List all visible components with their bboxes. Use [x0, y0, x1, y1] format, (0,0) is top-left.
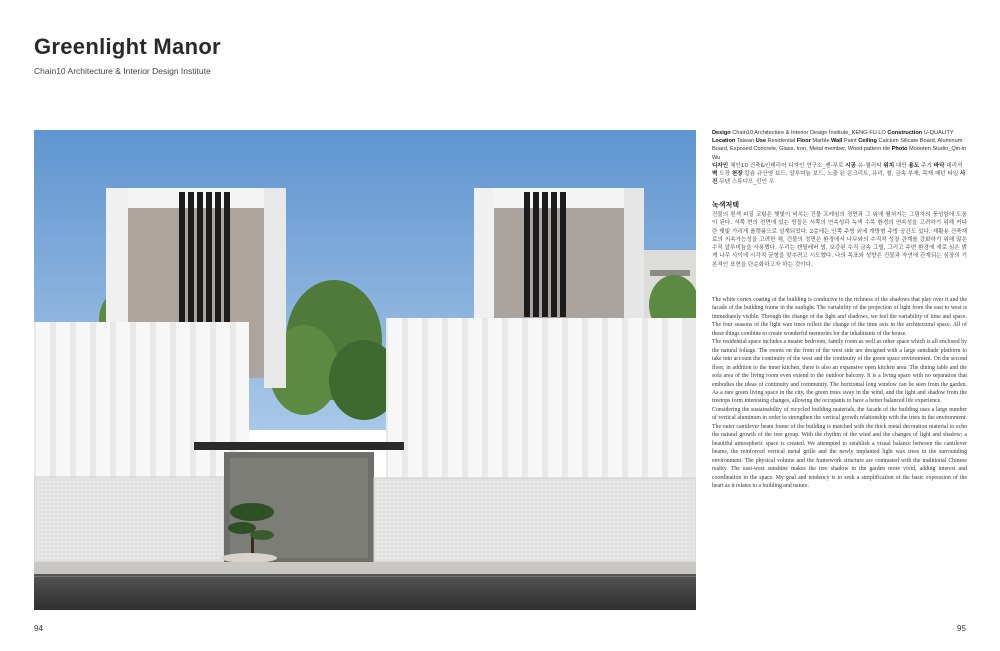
credit-value: 주거 [921, 163, 932, 169]
korean-credits [712, 162, 967, 187]
credit-value: 체인10 건축&인테리어 디자인 연구소_켄-푸로 [730, 163, 844, 169]
page-number-right: 95 [957, 624, 966, 633]
english-body-text [712, 296, 967, 490]
credit-value: 무텐 스튜디오_킨인 우 [719, 179, 775, 186]
credit-value: Calcium Silicate Board, Aluminum Board, Exposed Concrete, Glass, Iron, Metal member, Wood pattern tile [712, 138, 963, 153]
credit-value: U-QUALITY [923, 130, 954, 136]
page-number-left: 94 [34, 624, 43, 633]
body-paragraph: The residential space includes a master bedroom, family room as well as other space which is all enclosed by the natural foliage. The rooms on the front of the west side are designed with a large sunshade platform to take into account the continuity of the west and the continuity of the green space environment. On the second floor, in addition to the inner kitchen, there is also an expansive open kitchen area. The dining table and the sofa area of the living room even extend to the outdoor balcony. It is a living space with no separation that embodies the ideas of continuity and community. The horizontal long window can be seen from the garden. As a rare green living space in the city, the green trees sway in the wind, and the light and shadow from the treetops form interesting changes, allowing the occupants to have a better balanced life experience. [712, 339, 967, 405]
credit-value: 유-퀄리티 [857, 163, 882, 169]
credit-value: Residential [767, 138, 796, 145]
credit-label: 바닥 [933, 163, 945, 169]
credit-value: Taiwan [736, 138, 755, 145]
credit-value: Moooten Studio_Qin-in Wu [712, 146, 967, 161]
credit-value: Chain10 Architecture & Interior Design Institute_KENG-FU LO [732, 130, 886, 136]
credit-label: Photo [891, 146, 908, 153]
credit-label: 디자인 [712, 163, 729, 169]
credit-label: Location [712, 138, 736, 145]
credit-label: Ceiling [858, 138, 877, 145]
credit-label: 위치 [883, 163, 895, 169]
korean-heading: 녹색저택 [712, 201, 740, 209]
credit-value: 대만 [895, 163, 907, 169]
english-credits [712, 129, 967, 162]
credit-label: Use [755, 138, 767, 145]
credit-value: 도장 [719, 171, 730, 178]
credit-label: 사진 [712, 171, 966, 186]
building-photo [34, 130, 696, 610]
left-ground-wall [34, 477, 224, 562]
entrance-canopy [194, 442, 404, 450]
road [34, 574, 696, 610]
credit-label: Floor [796, 138, 811, 145]
left-fins [34, 322, 249, 477]
credit-label: 용도 [908, 163, 920, 169]
building-illustration [34, 130, 696, 610]
sidewalk [34, 562, 696, 574]
credit-label: Construction [887, 130, 923, 136]
credit-value: 대리석 [946, 163, 963, 169]
right-fins [386, 318, 696, 478]
credit-value: Paint [843, 138, 857, 145]
credit-label: 시공 [845, 163, 857, 169]
page-subtitle: Chain10 Architecture & Interior Design Institute [34, 66, 211, 76]
credit-value: Marble [812, 138, 830, 145]
credit-label: Design [712, 130, 731, 136]
credit-value: 칼슘 규산염 보드, 알루미늄 보드, 노출 된 콘크리트, 유리, 철, 금속 부재, 목재 패턴 타일 [744, 171, 959, 178]
korean-body-text: 건물의 흰색 피질 코팅은 햇빛이 비치는 건물 프레임의 정면과 그 위에 펼쳐지는 그림자의 풍성함에 도움이 된다. 서쪽 면의 전면에 있는 방들은 서쪽의 연속성과 녹색 수목 환경의 연속성을 고려하기 위해 커다란 햇빛 가리개 플랫폼으로 설계되었다. 2층에는 안쪽 주방 외에 개방형 주방 공간도 있다. 재활용 건축재료의 지속가능성을 고려한 채, 건물의 정면은 환경에서 나무와의 수직적 성장 관계를 강화하기 위해 많은 수직 알루미늄을 사용했다. 우리는 캔틸레버 빔, 보강된 수직 금속 그릴, 그리고 주변 환경에 새로 심은 밝게 나무 사이에 시각적 균형을 맞추려고 시도했다. 나의 목표와 성향은 건물과 자연에 관계되는 심장의 기본적인 표현을 단순화하고자 하는 것이다. [712, 212, 967, 268]
credit-label: 천장 [731, 171, 743, 178]
body-paragraph: The white cortex coating of the building is conducive to the richness of the shadows that play over it and the facade of the building frame in the sunlight. The variability of the projection of light from the east to west is immediately visible. Through the change of the light and shadows, we feel the variability of time and space. The four seasons of the light wax trees reflect the change of the time axis in the architectural space. All of these things combine to create wonderful memories for the inhabitants of the house. [712, 297, 967, 337]
right-ground-wall [374, 478, 696, 562]
credit-label: Wall [831, 138, 843, 145]
body-paragraph: Considering the sustainability of recycled building materials, the facade of the building uses a large number of vertical aluminum in order to strengthen the vertical growth relationship with the trees in the environment. The outer cantilever beam frame of the building is matched with the thick metal decoration material to echo the natural growth of the tree group. With the rhythm of the wind and the changes of light and shadow; a beautiful atmospheric space is created. We attempted to establish a visual balance between the cantilever beams, the reinforced vertical metal grille and the newly implanted light wax trees in the surrounding environment. The physical volume and the framework structure are contrasted with the traditional Chinese reality. The east-west sunshine makes the tree shadow in the garden more vivid, adding interest and coordination in the space. My goal and tendency is to seek a simplification of the basic expression of the heart as it relates to a building and nature. [712, 406, 967, 489]
credit-label: 벽 [712, 171, 718, 178]
page-title: Greenlight Manor [34, 34, 221, 59]
